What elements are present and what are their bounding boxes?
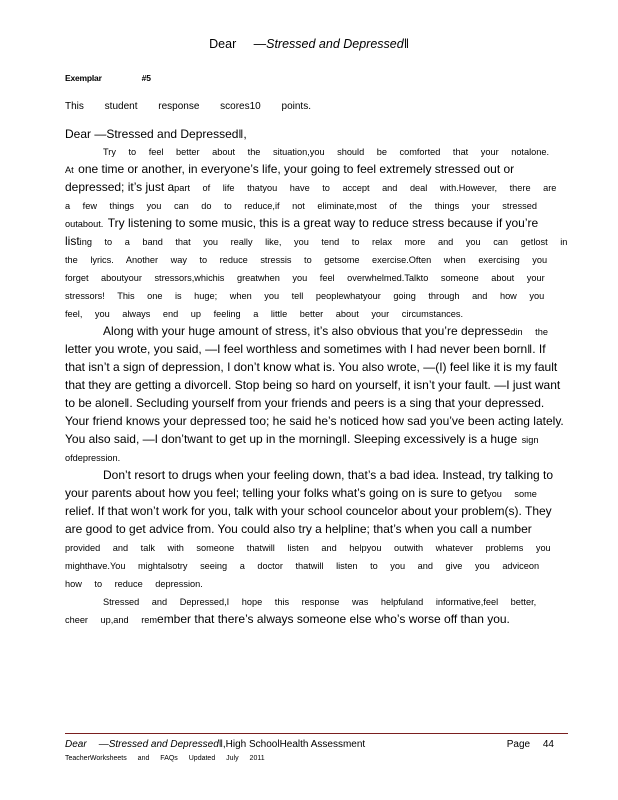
text-run: provided and talk with someone thatwill listen and helpyou outwith whatever problems you mighthave.You mightalsotry seeing a doctor thatwill listen to you and give you adviceon how to reduce depression. <box>65 542 551 589</box>
letter-paragraph <box>65 592 568 628</box>
text-run: Try to feel better about the situation,you should be comforted that your notalone. At <box>65 146 550 175</box>
header-prefix: Dear <box>209 37 237 51</box>
letter-paragraph <box>65 322 568 466</box>
text-run: ember that there’s always someone else who’s worse off than you. <box>157 611 510 626</box>
text-run: part of life thatyou have to accept and deal with.However, there are a few things you can do to reduce,if not eliminate,most of the things your stressed outabout. <box>65 182 557 229</box>
exemplar-label <box>65 73 151 83</box>
footer-title: —Stressed and Depressed‖ <box>98 739 223 750</box>
footer-divider <box>65 733 568 734</box>
letter-paragraph <box>65 142 568 322</box>
footer-updated-line: TeacherWorksheets and FAQs Updated July 2011 <box>65 755 265 762</box>
text-run: Stressed and Depressed,I hope this response was helpfuland informative,feel better, cheer up,and rem <box>65 596 537 625</box>
footer-title-line <box>65 739 568 750</box>
footer-prefix: Dear <box>65 739 87 750</box>
text-run: relief. If that won’t work for you, talk with your school councelor about your problem(s). They are good to get advice from. You could also try a helpline; that’s when you call a number <box>65 503 552 536</box>
text-run: ing to a band that you really like, you tend to relax more and you can getlost in the lyrics. Another way to reduce stressis to getsome exercise.Often when exercising you forget aboutyour stressors,whichis greatwhen you feel overwhelmed.Talkto someone about your stressors! This one is huge; when you tell peoplewhatyour going through and how you feel, you always end up feeling a little better about your circumstances. <box>65 236 568 319</box>
text-run: Don’t resort to drugs when your feeling down, that’s a bad idea. Instead, try talking to your parents about how you feel; telling your folks what’s going on is sure to get <box>65 467 554 500</box>
exemplar-text: Exemplar <box>65 73 102 83</box>
page-number: 44 <box>542 739 554 750</box>
letter-salutation: Dear —Stressed and Depressed‖, <box>65 127 247 141</box>
exemplar-number: #5 <box>141 73 151 83</box>
letter-paragraph <box>65 466 568 592</box>
page-indicator <box>507 739 554 750</box>
text-run: one time or another, in everyone’s life, your going to feel extremely stressed out or depressed; it’s just a <box>65 161 515 194</box>
text-run: sign ofdepression. <box>65 434 539 463</box>
score-line: This student response scores10 points. <box>65 101 311 112</box>
text-run: Try listening to some music, this is a great way to reduce stress because if you’re list <box>65 215 539 248</box>
page-header <box>0 37 618 51</box>
header-title: —Stressed and Depressed‖ <box>253 37 409 51</box>
page-label: Page <box>506 739 531 750</box>
footer-course: ,High SchoolHealth Assessment <box>222 739 366 750</box>
text-run: din the <box>510 326 548 337</box>
text-run: you some <box>487 488 537 499</box>
text-run: letter you wrote, you said, —I feel worthless and sometimes with I had never been born‖. If that isn’t a sign of depression, I don’t know what is. You also wrote, —(I) feel like it is my fault that they are getting a divorce‖. Stop being so hard on yourself, it isn’t your fault. —I just want to be alone‖. Secluding yourself from your friends and peers is a sing that your depressed. Your friend knows your depressed too; he said he’s noticed how sad you’ve been acting lately. You also said, —I don’twant to get up in the morning‖. Sleeping excessively is a huge <box>65 341 564 446</box>
text-run: Along with your huge amount of stress, it’s also obvious that you’re depresse <box>103 323 511 338</box>
letter-body <box>65 127 568 628</box>
